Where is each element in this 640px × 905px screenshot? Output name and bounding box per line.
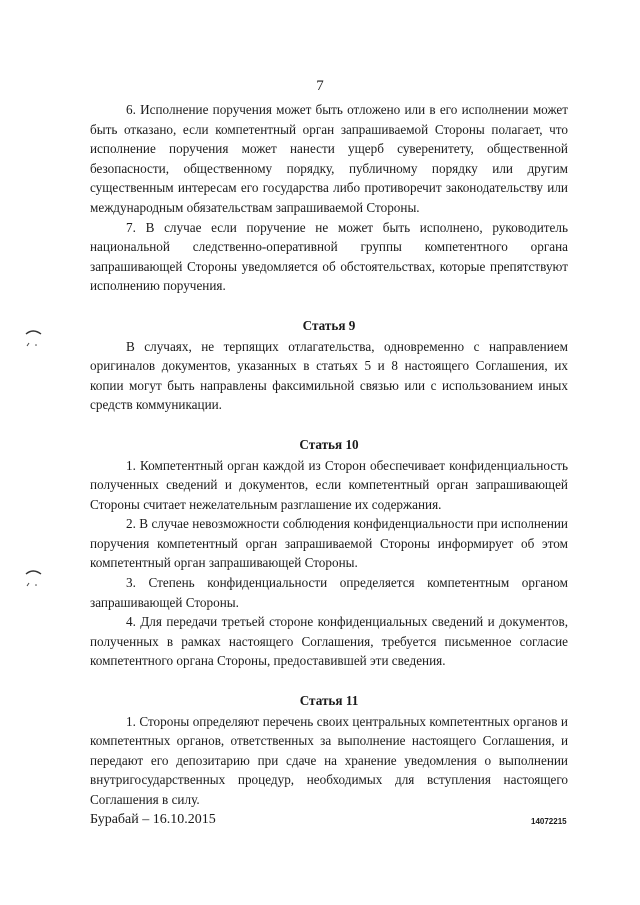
article-10-heading: Статья 10 xyxy=(299,436,359,452)
article-10-paragraph-1: 1. Компетентный орган каждой из Сторон обеспечивает конфиденциальность полученных сведений и документов, если компетентный орган запрашивающей Стороны считает нежелательным разглашение их содержания. xyxy=(90,457,568,512)
document-body xyxy=(90,100,568,810)
article-11-heading: Статья 11 xyxy=(299,693,359,709)
article-10-paragraph-3: 3. Степень конфиденциальности определяется компетентным органом запрашивающей Стороны. xyxy=(90,575,568,610)
binding-mark-icon xyxy=(22,566,46,592)
article-10-paragraph-2: 2. В случае невозможности соблюдения конфиденциальности при исполнении поручения компетентный орган запрашиваемой Стороны информирует об этом компетентный орган запрашивающей Стороны. xyxy=(90,516,568,571)
footer-place-date: Бурабай – 16.10.2015 xyxy=(90,812,216,827)
page-number: 7 xyxy=(316,78,324,94)
binding-mark-icon xyxy=(22,326,46,352)
article-10-paragraph-4: 4. Для передачи третьей стороне конфиденциальных сведений и документов, полученных в рамках настоящего Соглашения, требуется письменное согласие компетентного органа Стороны, предоставившей эти сведения. xyxy=(90,614,568,669)
paragraph-7: 7. В случае если поручение не может быть исполнено, руководитель национальной следственно-оперативной группы компетентного органа запрашивающей Стороны уведомляется об обстоятельствах, которые препятствуют исполнению поручения. xyxy=(90,219,568,294)
paragraph-6: 6. Исполнение поручения может быть отложено или в его исполнении может быть отказано, если компетентный орган запрашиваемой Стороны полагает, что исполнение поручения может нанести ущерб суверенитету, общественной безопасности, общественному порядку, публичному порядку или другим существенным интересам его государства либо противоречит законодательству или международным обязательствам запрашиваемой Стороны. xyxy=(90,102,568,215)
article-9-paragraph: В случаях, не терпящих отлагательства, одновременно с направлением оригиналов документов, указанных в статьях 5 и 8 настоящего Соглашения, их копии могут быть направлены факсимильной связью или с использованием иных средств коммуникации. xyxy=(90,338,568,413)
article-11-paragraph-1: 1. Стороны определяют перечень своих центральных компетентных органов и компетентных органов, ответственных за выполнение настоящего Соглашения, и передают его депозитарию при сдаче на хранение уведомления о выполнении внутригосударственных процедур, необходимых для вступления настоящего Соглашения в силу. xyxy=(90,713,568,807)
article-9-heading: Статья 9 xyxy=(302,317,356,333)
footer-doc-code: 14072215 xyxy=(531,817,567,826)
